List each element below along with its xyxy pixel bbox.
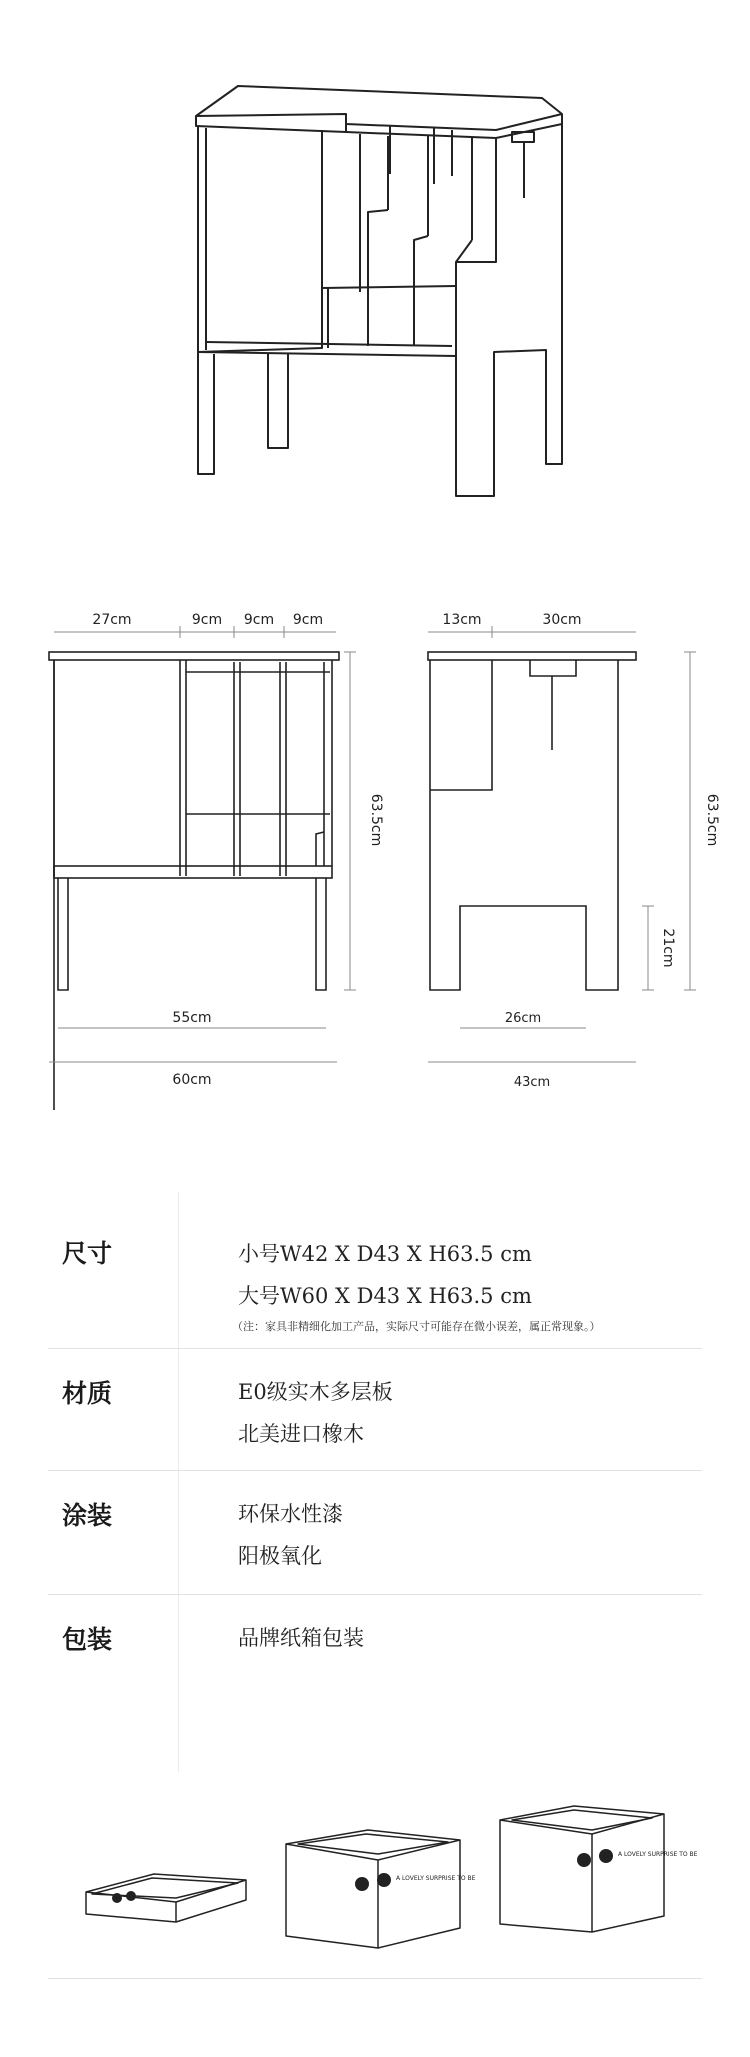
box-print-large: A LOVELY SURPRISE TO BE [618,1851,698,1858]
side-height: 63.5cm [704,793,720,847]
footer-divider [48,1978,702,1979]
front-width-2: 9cm [191,612,223,628]
front-height: 63.5cm [368,793,384,847]
spec-size-note: （注：家具非精细化加工产品，实际尺寸可能存在微小误差，属正常现象。） [232,1320,601,1333]
spec-size-small: 小号W42 X D43 X H63.5 cm [238,1242,532,1266]
spec-row-material [48,1348,702,1468]
side-leg-height: 21cm [660,928,676,968]
front-width-3: 9cm [243,612,275,628]
spec-material-2: 北美进口橡木 [238,1422,364,1446]
spec-row-packaging [48,1594,702,1714]
spec-size-large: 大号W60 X D43 X H63.5 cm [238,1284,532,1308]
spec-packaging-1: 品牌纸箱包装 [238,1626,364,1650]
side-inner-width: 26cm [504,1011,542,1026]
product-perspective-illustration [0,0,750,520]
side-outer-width: 43cm [513,1075,551,1090]
spec-label-size: 尺寸 [62,1239,113,1268]
spec-label-packaging: 包装 [62,1625,113,1654]
spec-coating-2: 阳极氧化 [238,1544,322,1568]
front-width-1: 27cm [92,612,132,628]
front-outer-width: 60cm [172,1072,212,1088]
spec-row-size [48,1210,702,1340]
spec-label-coating: 涂装 [62,1501,113,1530]
spec-label-material: 材质 [62,1379,113,1408]
side-width-2: 30cm [542,612,582,628]
spec-coating-1: 环保水性漆 [238,1502,343,1526]
box-print-medium: A LOVELY SURPRISE TO BE [396,1875,476,1882]
side-width-1: 13cm [442,612,482,628]
packaging-boxes-illustration [0,1780,750,1980]
dimension-drawings [0,590,750,1110]
front-width-4: 9cm [292,612,324,628]
spec-material-1: E0级实木多层板 [238,1380,393,1404]
front-inner-width: 55cm [172,1010,212,1026]
spec-row-coating [48,1470,702,1590]
